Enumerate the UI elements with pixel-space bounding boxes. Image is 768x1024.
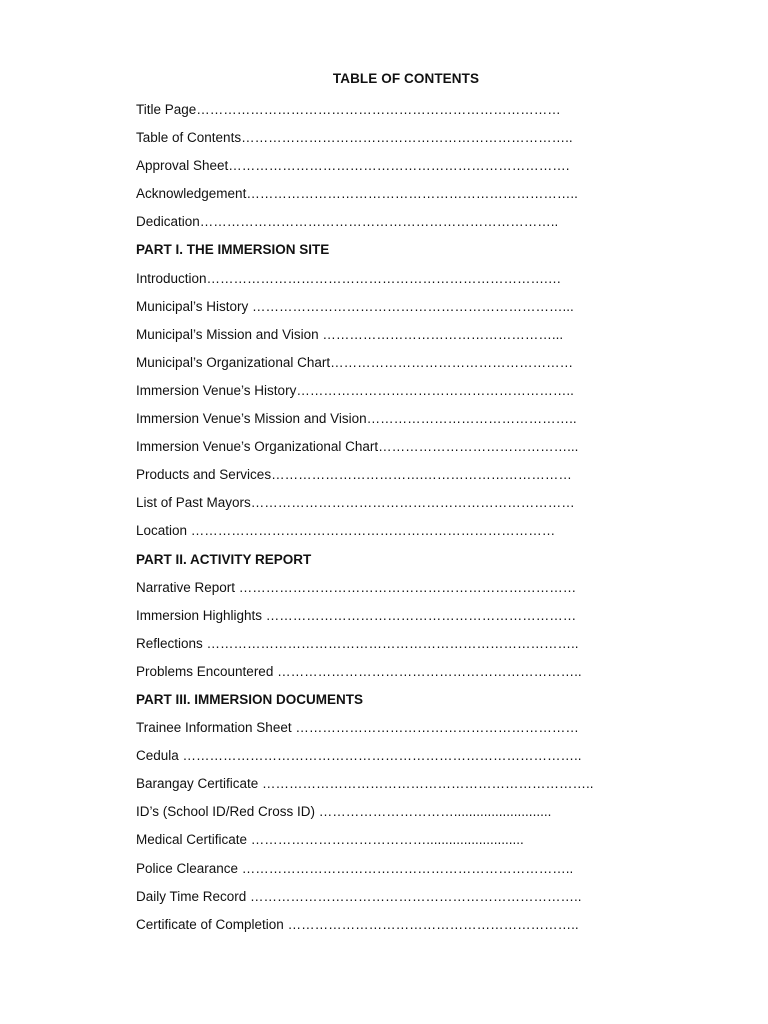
toc-entry: Narrative Report ………………………………………………………………… [136, 579, 577, 595]
toc-entry: Municipal’s History ……………………………………………………………... [136, 298, 574, 314]
toc-entry: Reflections ……………………………………………………………………….. [136, 635, 579, 651]
toc-entry: Table of Contents……………………………………………………………….. [136, 130, 573, 146]
toc-entry: Municipal’s Mission and Vision ……………………………………………... [136, 326, 564, 342]
toc-entry: Police Clearance ……………………………………………………………….. [136, 860, 574, 876]
toc-entry: Introduction………………………………………………………………….… [136, 270, 562, 286]
toc-section-heading: PART II. ACTIVITY REPORT [136, 551, 312, 567]
toc-entry: Immersion Venue’s Organizational Chart……………………………………... [136, 439, 579, 455]
toc-section-heading: PART III. IMMERSION DOCUMENTS [136, 691, 364, 707]
toc-entry: Problems Encountered ………………………………………………………….. [136, 663, 582, 679]
toc-entry: Immersion Highlights …………………………………………………………… [136, 607, 577, 623]
toc-entry: Location ……………………………………………………………………… [136, 523, 556, 539]
toc-entry: Approval Sheet…………………………………………………………………. [136, 158, 570, 174]
toc-entry: Products and Services…………………………….…………………………… [136, 467, 572, 483]
toc-entry: List of Past Mayors……………………………………………………………… [136, 495, 575, 511]
toc-entry: Acknowledgement……………………………………………………………….. [136, 186, 578, 202]
toc-entry: ID’s (School ID/Red Cross ID) ………………………….......................... [136, 804, 552, 820]
toc-section-heading: PART I. THE IMMERSION SITE [136, 242, 330, 258]
toc-entry: Daily Time Record ……………………………………………………………….. [136, 888, 582, 904]
table-of-contents-list [136, 96, 696, 939]
toc-entry: Immersion Venue’s History…………………………………………………….. [136, 382, 574, 398]
toc-entry: Barangay Certificate ……………………………………………………………….. [136, 776, 594, 792]
toc-entry: Dedication…………………………………………………………………….. [136, 214, 559, 230]
toc-entry: Certificate of Completion ……………………………………………………….. [136, 916, 579, 932]
toc-entry: Medical Certificate ………………………………….......................... [136, 832, 524, 848]
toc-entry: Municipal’s Organizational Chart……………………………………………… [136, 354, 574, 370]
toc-entry: Cedula …………………………………………………………………………….. [136, 748, 582, 764]
toc-entry: Trainee Information Sheet ……………………………………………………… [136, 720, 579, 736]
page-title: TABLE OF CONTENTS [332, 71, 480, 86]
toc-entry: Immersion Venue’s Mission and Vision……………………………………….. [136, 411, 577, 427]
toc-entry: Title Page……………………………………………………………………… [136, 102, 561, 117]
